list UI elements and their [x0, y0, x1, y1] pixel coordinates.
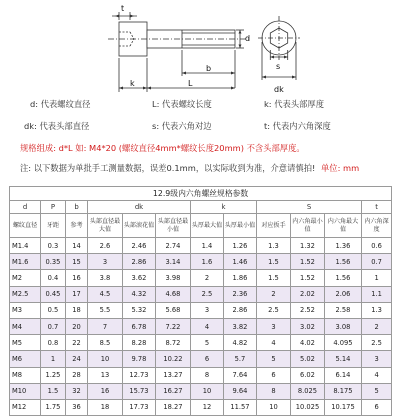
value-cell: 1.86	[224, 270, 257, 286]
value-cell: 8.5	[88, 335, 123, 351]
value-cell: 3	[362, 351, 392, 367]
value-cell: 7.64	[224, 367, 257, 383]
value-cell: 10	[88, 351, 123, 367]
value-cell: 1.56	[325, 270, 362, 286]
value-cell: 5	[362, 383, 392, 399]
table-row	[10, 286, 392, 302]
dim-label-s: s	[276, 62, 281, 71]
value-cell: 3.8	[88, 270, 123, 286]
value-cell: 1.5	[257, 254, 291, 270]
dim-label-k: k	[130, 79, 135, 88]
table-row	[10, 318, 392, 334]
subheader-text: 头部直径最大值	[89, 217, 121, 233]
value-cell: 5.14	[325, 351, 362, 367]
value-cell: 6.78	[123, 318, 156, 334]
value-cell: 8	[257, 383, 291, 399]
value-cell: 10.025	[291, 399, 325, 415]
size-cell: M5	[10, 335, 41, 351]
disclaimer: 注: 以下数据为单批手工测量数据，误差0.1mm，以实际收到为准，介意请慎拍!	[20, 163, 316, 173]
value-cell: 4.02	[291, 335, 325, 351]
value-cell: 1.32	[291, 238, 325, 254]
value-cell: 4.5	[88, 286, 123, 302]
value-cell: 8.175	[325, 383, 362, 399]
value-cell: 1.5	[257, 270, 291, 286]
table-row	[10, 335, 392, 351]
header-t: t	[362, 201, 392, 214]
value-cell: 10.175	[325, 399, 362, 415]
value-cell: 5	[191, 335, 224, 351]
header-p: P	[41, 201, 66, 214]
value-cell: 0.7	[362, 254, 392, 270]
value-cell: 5.32	[123, 302, 156, 318]
value-cell: 4	[257, 335, 291, 351]
value-cell: 18.27	[156, 399, 191, 415]
table-title: 12.9级内六角螺丝规格参数	[10, 187, 392, 201]
value-cell: 1.75	[41, 399, 66, 415]
value-cell: 15.73	[123, 383, 156, 399]
legend-t: t: 代表内六角深度	[264, 121, 331, 131]
subheader-cell	[224, 214, 257, 238]
legend-d: d: 代表螺纹直径	[30, 99, 91, 109]
subheader-text: 头部直径最小值	[157, 217, 189, 233]
value-cell: 0.8	[41, 335, 66, 351]
size-cell: M1.4	[10, 238, 41, 254]
value-cell: 3	[257, 318, 291, 334]
value-cell: 12.73	[123, 367, 156, 383]
table-row	[10, 367, 392, 383]
value-cell: 10.22	[156, 351, 191, 367]
value-cell: 16.27	[156, 383, 191, 399]
value-cell: 1.56	[325, 254, 362, 270]
value-cell: 1.36	[325, 238, 362, 254]
value-cell: 1.4	[191, 238, 224, 254]
value-cell: 2	[362, 318, 392, 334]
value-cell: 9.64	[224, 383, 257, 399]
spec-rule	[20, 143, 305, 154]
value-cell: 13.27	[156, 367, 191, 383]
value-cell: 1.26	[224, 238, 257, 254]
value-cell: 16	[66, 270, 88, 286]
subheader-cell	[156, 214, 191, 238]
table-row	[10, 238, 392, 254]
value-cell: 3	[88, 254, 123, 270]
value-cell: 3.82	[224, 318, 257, 334]
value-cell: 0.7	[41, 318, 66, 334]
value-cell: 13	[88, 367, 123, 383]
legend-dk: dk: 代表头部直径	[24, 121, 90, 131]
value-cell: 8.72	[156, 335, 191, 351]
value-cell: 24	[66, 351, 88, 367]
value-cell: 32	[66, 383, 88, 399]
value-cell: 12	[191, 399, 224, 415]
value-cell: 2.5	[362, 335, 392, 351]
value-cell: 2	[257, 286, 291, 302]
table-row	[10, 351, 392, 367]
subheader-text: 头厚最小值	[224, 221, 256, 229]
value-cell: 3.14	[156, 254, 191, 270]
dim-label-d: d	[245, 34, 251, 43]
value-cell: 1.52	[291, 270, 325, 286]
unit-label: 单位: mm	[320, 163, 360, 173]
value-cell: 1.6	[191, 254, 224, 270]
subheader-text: 内六角深度	[364, 217, 389, 233]
value-cell: 1	[41, 351, 66, 367]
value-cell: 5.02	[291, 351, 325, 367]
size-cell: M1.6	[10, 254, 41, 270]
dim-label-b: b	[206, 64, 212, 73]
table-row	[10, 399, 392, 415]
spec-rule-prefix: 规格组成: d*L 如:	[20, 143, 90, 153]
value-cell: 1.1	[362, 286, 392, 302]
header-s: S	[257, 201, 362, 214]
value-cell: 2.74	[156, 238, 191, 254]
size-cell: M12	[10, 399, 41, 415]
value-cell: 15	[66, 254, 88, 270]
value-cell: 2.02	[291, 286, 325, 302]
subheader-cell	[123, 214, 156, 238]
value-cell: 2.6	[88, 238, 123, 254]
value-cell: 4.32	[123, 286, 156, 302]
size-cell: M2.5	[10, 286, 41, 302]
size-cell: M6	[10, 351, 41, 367]
value-cell: 3.62	[123, 270, 156, 286]
table-row	[10, 270, 392, 286]
value-cell: 22	[66, 335, 88, 351]
size-cell: M8	[10, 367, 41, 383]
value-cell: 4	[191, 318, 224, 334]
value-cell: 6	[362, 399, 392, 415]
value-cell: 0.45	[41, 286, 66, 302]
subheader-text: 内六角最大值	[327, 217, 359, 233]
value-cell: 1.25	[41, 367, 66, 383]
subheader-text: 内六角最小值	[292, 217, 323, 233]
value-cell: 7.22	[156, 318, 191, 334]
value-cell: 6	[257, 367, 291, 383]
value-cell: 4.095	[325, 335, 362, 351]
legend-k: k: 代表头部厚度	[264, 99, 325, 109]
value-cell: 4	[362, 367, 392, 383]
value-cell: 3.02	[291, 318, 325, 334]
value-cell: 8	[191, 367, 224, 383]
value-cell: 36	[66, 399, 88, 415]
value-cell: 1.46	[224, 254, 257, 270]
spec-table	[9, 186, 392, 416]
value-cell: 2.46	[123, 238, 156, 254]
value-cell: 18	[66, 302, 88, 318]
value-cell: 5.5	[88, 302, 123, 318]
value-cell: 4.82	[224, 335, 257, 351]
value-cell: 1	[362, 270, 392, 286]
value-cell: 9.78	[123, 351, 156, 367]
header-k: k	[191, 201, 257, 214]
value-cell: 17	[66, 286, 88, 302]
value-cell: 5.68	[156, 302, 191, 318]
header-d: d	[10, 201, 41, 214]
value-cell: 2.5	[257, 302, 291, 318]
subheader-cell	[362, 214, 392, 238]
legend-L: L: 代表螺纹长度	[152, 99, 212, 109]
subheader-cell	[10, 214, 41, 238]
value-cell: 1.5	[41, 383, 66, 399]
value-cell: 3.98	[156, 270, 191, 286]
value-cell: 3	[191, 302, 224, 318]
value-cell: 16	[88, 383, 123, 399]
value-cell: 1.52	[291, 254, 325, 270]
value-cell: 11.57	[224, 399, 257, 415]
subheader-text: 参考	[70, 221, 83, 229]
size-cell: M3	[10, 302, 41, 318]
value-cell: 2.06	[325, 286, 362, 302]
value-cell: 28	[66, 367, 88, 383]
value-cell: 18	[88, 399, 123, 415]
value-cell: 14	[66, 238, 88, 254]
dim-label-t: t	[121, 4, 125, 13]
subheader-text: 牙距	[46, 221, 60, 229]
value-cell: 10	[191, 383, 224, 399]
screw-diagram	[0, 0, 400, 100]
value-cell: 20	[66, 318, 88, 334]
subheader-cell	[257, 214, 291, 238]
value-cell: 2.86	[123, 254, 156, 270]
spec-table-body	[10, 238, 392, 416]
value-cell: 6	[191, 351, 224, 367]
subheader-text: 对应扳手	[261, 221, 286, 229]
value-cell: 0.5	[41, 302, 66, 318]
value-cell: 2.86	[224, 302, 257, 318]
value-cell: 4.68	[156, 286, 191, 302]
value-cell: 1.3	[362, 302, 392, 318]
value-cell: 8.28	[123, 335, 156, 351]
size-cell: M10	[10, 383, 41, 399]
disclaimer-line	[20, 163, 359, 174]
value-cell: 0.3	[41, 238, 66, 254]
value-cell: 17.73	[123, 399, 156, 415]
spec-rule-example: M4*20 (螺纹直径4mm*螺纹长度20mm) 不含头部厚度。	[89, 143, 305, 153]
subheader-text: 头部滚花值	[123, 221, 155, 229]
subheader-cell	[191, 214, 224, 238]
dim-label-L: L	[188, 79, 193, 88]
value-cell: 2.5	[191, 286, 224, 302]
subheader-cell	[325, 214, 362, 238]
value-cell: 5.7	[224, 351, 257, 367]
subheader-text: 螺纹直径	[12, 221, 38, 229]
value-cell: 2.36	[224, 286, 257, 302]
value-cell: 6.02	[291, 367, 325, 383]
subheader-cell	[66, 214, 88, 238]
subheader-cell	[88, 214, 123, 238]
table-row	[10, 383, 392, 399]
value-cell: 2	[191, 270, 224, 286]
value-cell: 2.58	[325, 302, 362, 318]
value-cell: 5	[257, 351, 291, 367]
value-cell: 1.3	[257, 238, 291, 254]
value-cell: 7	[88, 318, 123, 334]
value-cell: 2.52	[291, 302, 325, 318]
value-cell: 10	[257, 399, 291, 415]
size-cell: M2	[10, 270, 41, 286]
table-row	[10, 302, 392, 318]
subheader-cell	[291, 214, 325, 238]
legend-s: s: 代表六角对边	[152, 121, 212, 131]
value-cell: 3.08	[325, 318, 362, 334]
subheader-cell	[41, 214, 66, 238]
value-cell: 0.6	[362, 238, 392, 254]
header-b: b	[66, 201, 88, 214]
size-cell: M4	[10, 318, 41, 334]
value-cell: 0.4	[41, 270, 66, 286]
dim-label-dk: dk	[274, 85, 284, 94]
table-row	[10, 254, 392, 270]
header-dk: dk	[88, 201, 191, 214]
value-cell: 8.025	[291, 383, 325, 399]
subheader-text: 头厚最大值	[191, 221, 223, 229]
value-cell: 0.35	[41, 254, 66, 270]
value-cell: 6.14	[325, 367, 362, 383]
